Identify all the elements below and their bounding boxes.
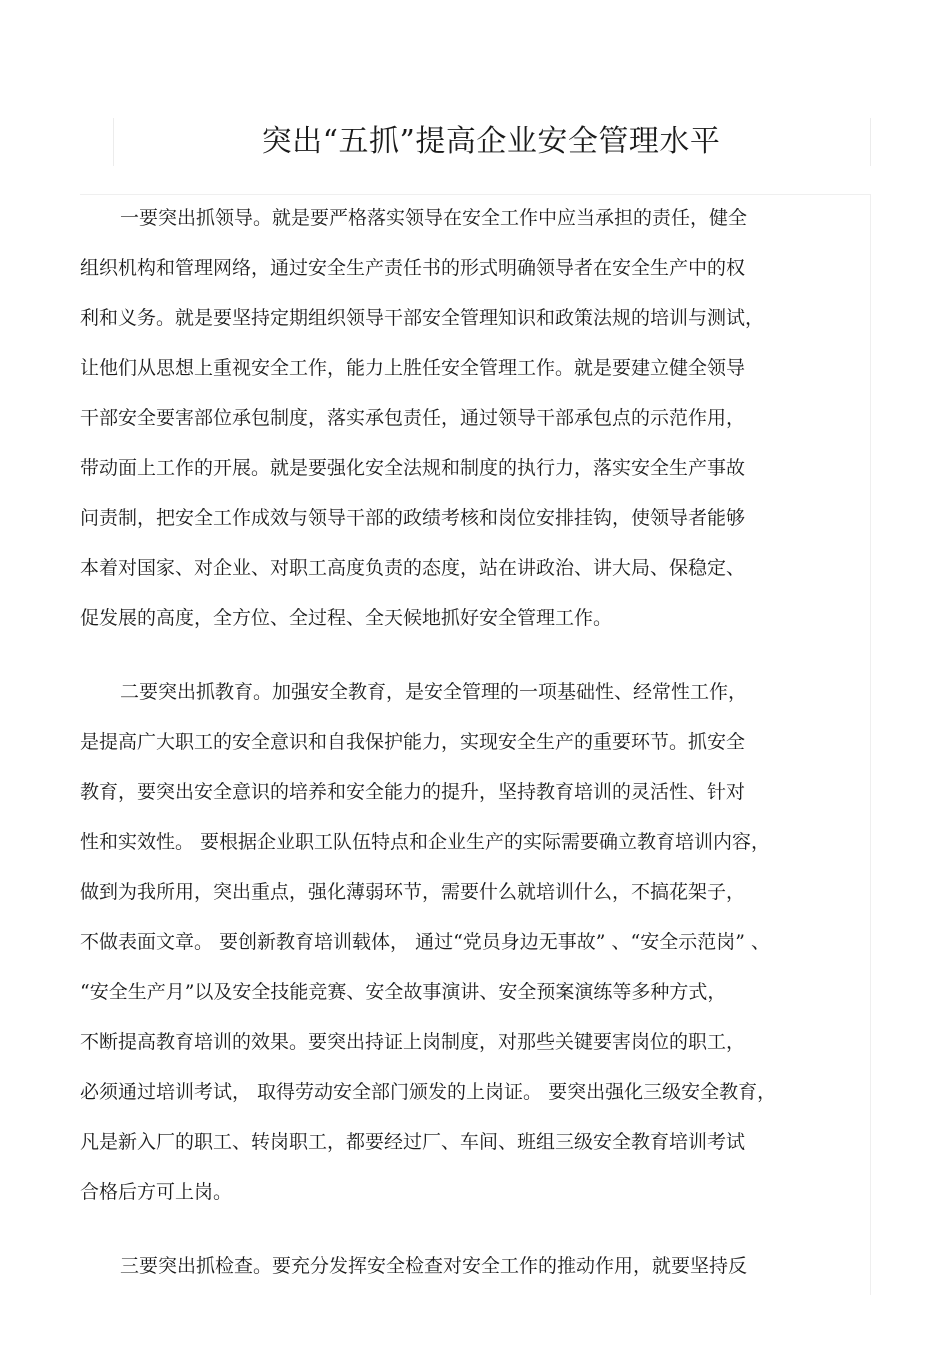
text-line: 问责制，把安全工作成效与领导干部的政绩考核和岗位安排挂钩，使领导者能够 bbox=[80, 507, 746, 529]
text-line: 利和义务。就是要坚持定期组织领导干部安全管理知识和政策法规的培训与测试， bbox=[80, 307, 765, 329]
text-line: 三要突出抓检查。要充分发挥安全检查对安全工作的推动作用，就要坚持反 bbox=[120, 1255, 748, 1277]
text-line: 做到为我所用，突出重点，强化薄弱环节，需要什么就培训什么，不搞花架子， bbox=[80, 881, 746, 903]
text-line: 组织机构和管理网络，通过安全生产责任书的形式明确领导者在安全生产中的权 bbox=[80, 257, 746, 279]
document-title: 突出“五抓”提高企业安全管理水平 bbox=[261, 124, 721, 159]
text-line: 是提高广大职工的安全意识和自我保护能力，实现安全生产的重要环节。抓安全 bbox=[80, 731, 746, 753]
text-line: 带动面上工作的开展。就是要强化安全法规和制度的执行力，落实安全生产事故 bbox=[80, 457, 746, 479]
text-line: 教育，要突出安全意识的培养和安全能力的提升，坚持教育培训的灵活性、针对 bbox=[80, 781, 746, 803]
text-line: 让他们从思想上重视安全工作，能力上胜任安全管理工作。就是要建立健全领导 bbox=[80, 357, 746, 379]
text-line: 二要突出抓教育。加强安全教育，是安全管理的一项基础性、经常性工作， bbox=[120, 681, 748, 703]
text-line: 凡是新入厂的职工、转岗职工，都要经过厂、车间、班组三级安全教育培训考试 bbox=[80, 1131, 746, 1153]
text-line: “安全生产月”以及安全技能竞赛、安全故事演讲、安全预案演练等多种方式， bbox=[80, 981, 727, 1003]
text-line: 干部安全要害部位承包制度，落实承包责任，通过领导干部承包点的示范作用， bbox=[80, 407, 746, 429]
text-line: 一要突出抓领导。就是要严格落实领导在安全工作中应当承担的责任，健全 bbox=[120, 207, 748, 229]
text-line: 本着对国家、对企业、对职工高度负责的态度，站在讲政治、讲大局、保稳定、 bbox=[80, 557, 746, 579]
text-line: 不断提高教育培训的效果。要突出持证上岗制度，对那些关键要害岗位的职工， bbox=[80, 1031, 746, 1053]
text-line: 不做表面文章。 要创新教育培训载体， 通过“党员身边无事故” 、“安全示范岗” 、 bbox=[80, 931, 771, 953]
text-line: 性和实效性。 要根据企业职工队伍特点和企业生产的实际需要确立教育培训内容， bbox=[80, 831, 771, 853]
text-line: 合格后方可上岗。 bbox=[80, 1181, 233, 1203]
text-line: 促发展的高度，全方位、全过程、全天候地抓好安全管理工作。 bbox=[80, 607, 613, 629]
text-line: 必须通过培训考试， 取得劳动安全部门颁发的上岗证。 要突出强化三级安全教育， bbox=[80, 1081, 777, 1103]
